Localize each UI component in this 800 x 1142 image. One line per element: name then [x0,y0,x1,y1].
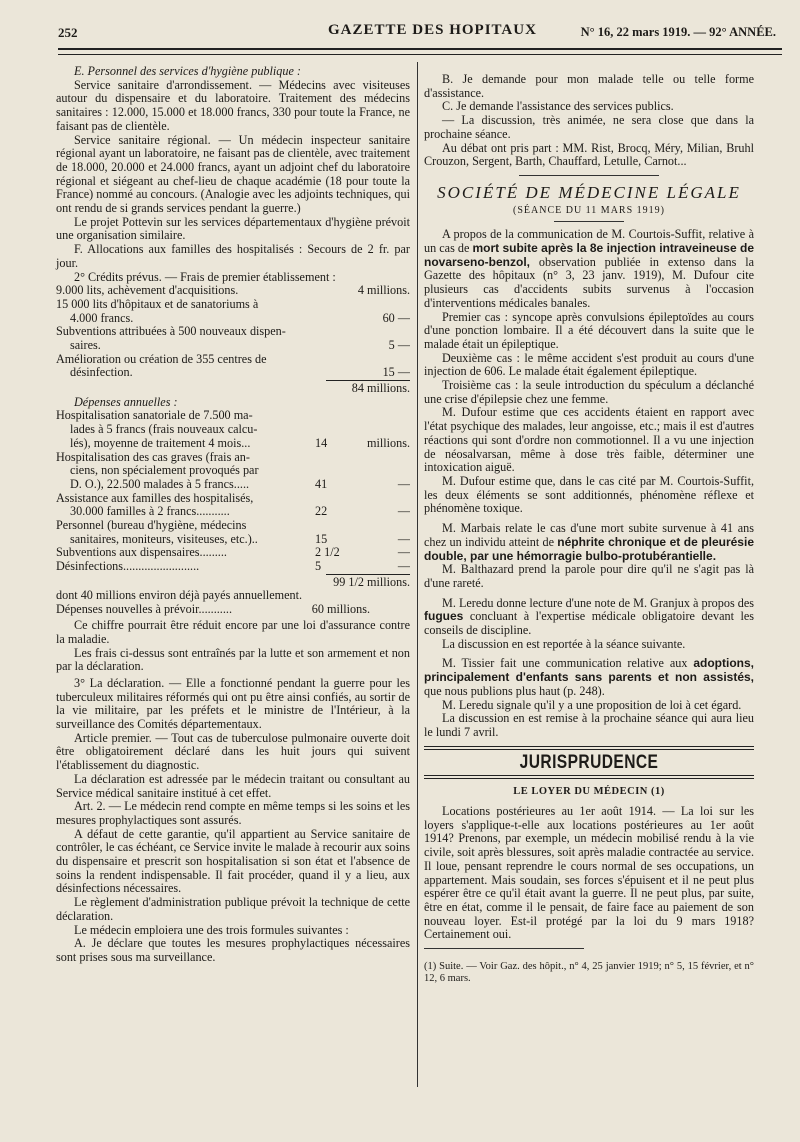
declaration-paragraph: 3° La déclaration. — Elle a fonctionné pendant la guerre pour les tuberculeux militaires réformés qui ont pu être ainsi confiés, au sortir de la vie militaire, par les préfets et le ministre de l'Intérieur, à la surveillance des Comités départementaux. [56,675,410,732]
article-2: Art. 2. — Le médecin rend compte en même temps si les soins et les mesures prophylactiques sont assurés. [56,799,410,827]
annual-total: 99 1/2 millions. [326,574,410,590]
page-header [58,24,776,44]
annual-table [56,409,410,589]
table-row: 9.000 lits, achèvement d'acquisitions. 4 millions. [56,284,410,298]
participants: Au débat ont pris part : MM. Rist, Brocq, Méry, Milian, Bruhl Crouzon, Sergent, Barth, Chauffard, Letulle, Carnot... [424,140,754,169]
table-row: Assistance aux familles des hospitalisés, [56,491,254,505]
paragraph: Le médecin emploiera une des trois formules suivantes : [74,922,349,937]
annual-note: dont 40 millions environ déjà payés annuellement. [56,588,303,603]
table-row: Subventions aux dispensaires......... 2 1/2 — [56,546,410,560]
credits-total: 84 millions. [326,380,410,396]
paragraph: Deuxième cas : le même accident s'est produit au cours d'une injection de 606. Le malade était également épileptique. [424,350,754,379]
paragraph: Service sanitaire d'arrondissement. — Médecins avec visiteuses autour du dispensaire et du laboratoire. Traitement des médecins sanitaires : 12.000, 15.000 et 18.000 francs, 330 pour toute la France, ne faisant pas de clientèle. [56,77,410,133]
header-rule-thin [58,54,782,55]
paragraph: La déclaration est adressée par le médecin traitant ou consultant au Service médical sanitaire institué à cet effet. [56,771,410,800]
paragraph: Premier cas : syncope après convulsions épileptoïdes au cours d'une ponction lombaire. Il a été découvert dans la suite que le malade était un épileptique. [424,309,754,351]
paragraph: Le projet Pottevin sur les services départementaux d'hygiène prévoit une organisation similaire. [56,214,410,243]
table-row: 4.000 francs. 60 — [70,311,410,325]
paragraph: M. Leredu signale qu'il y a une proposition de loi à cet égard. [442,697,742,712]
separator [519,175,659,176]
column-divider [417,62,418,1087]
table-row: Hospitalisation sanatoriale de 7.500 ma- [56,409,253,423]
highlight: mort subite après la 8e injection intraveineuse de novarseno-benzol, [424,241,754,269]
society-title: SOCIÉTÉ DE MÉDECINE LÉGALE [437,182,741,202]
paragraph: Les frais ci-dessus sont entraînés par la lutte et son armement et non par la déclaration. [56,645,410,674]
section-rule [424,775,754,779]
table-row: lades à 5 francs (frais nouveaux calcu- [70,423,258,437]
table-row: saires. 5 — [70,339,410,352]
annual-heading: Dépenses annuelles : [74,394,178,409]
table-row: ciens, non spécialement provoqués par [70,464,259,478]
credits-table [56,284,410,396]
formula-b: B. Je demande pour mon malade telle ou telle forme d'assistance. [424,72,754,100]
right-column [424,73,754,985]
table-row: Amélioration ou création de 355 centres de [56,352,267,366]
paragraph: — La discussion, très animée, ne sera close que dans la prochaine séance. [424,113,754,141]
paragraph: Locations postérieures au 1er août 1914. — La loi sur les loyers s'applique-t-elle aux locations postérieures au 1er août 1914? Prenons, par exemple, un médecin mobilisé rendu à la vie civile, soit après blessures, soit après maladie contractée au service. Il loue, pensant reprendre le cours normal de ses occupations, un appartement. Mais soudain, ses forces s'épuisent et il ne peut plus espérer être ce qu'il était avant la guerre. Il ne peut plus, par suite, être en état, comme il le pensait, de faire face au paiement de son nouveau loyer. Est-il protégé par la loi du 9 mars 1918? Certainement oui. [424,804,754,942]
formula-c: C. Je demande l'assistance des services publics. [442,99,674,114]
table-row: 30.000 familles à 2 francs........... 22 — [70,505,410,519]
table-row: lés), moyenne de traitement 4 mois... 14 millions. [70,436,410,450]
highlight: néphrite chronique et de pleurésie double, par une hémorragie bulbo-protubérantielle. [424,534,754,563]
table-row: désinfection. 15 — [70,366,410,380]
header-rule [58,48,782,50]
paragraph: Le règlement d'administration publique prévoit la technique de cette déclaration. [56,895,410,923]
left-column [56,65,410,965]
highlight: adoptions, principalement d'enfants sans parents et non assistés, [424,656,754,685]
paragraph: A propos de la communication de M. Courtois-Suffit, relative à un cas de mort subite après la 8e injection intraveineuse de novarseno-benzol, observation publiée in extenso dans la Gazette des hôpitaux (n° 3, 23 janv. 1919), M. Dufour cite plusieurs cas d'accidents subits survenus à l'occasion d'interventions médicales banales. [424,227,755,310]
paragraph: M. Leredu donne lecture d'une note de M. Granjux à propos des fugues concluant à l'expertise médicale obligatoire devant les conseils de discipline. [424,595,754,638]
paragraph: Service sanitaire régional. — Un médecin inspecteur sanitaire régional ayant un laboratoire, ne faisant pas de clientèle, avec traitement de 18.000, 20.000 et 24.000 francs, ayant un adjoint chef du laboratoire régional et siégeant au chef-lieu de chaque académie (18 pour toute la France) nommé au concours. (Analogie avec les adjoints techniques, qui ont rendu de si grands services pendant la guerre.) [56,132,410,216]
paragraph: M. Dufour estime que, dans le cas cité par M. Courtois-Suffit, les deux éléments se sont additionnés, phénomène réflexe et phénomène toxique. [424,473,754,516]
paragraph: M. Tissier fait une communication relative aux adoptions, principalement d'enfants sans parents et non assistés, que nous publions plus haut (p. 248). [424,656,754,698]
paragraph: F. Allocations aux familles des hospitalisés : Secours de 2 fr. par jour. [56,242,410,270]
credits-heading: 2° Crédits prévus. — Frais de premier établissement : [74,269,336,284]
footnote: (1) Suite. — Voir Gaz. des hôpit., n° 4, 25 janvier 1919; n° 5, 15 février, et n° 12, 6 mars. [424,961,754,985]
issue-date: N° 16, 22 mars 1919. — 92° ANNÉE. [580,25,776,39]
table-row: D. O.), 22.500 malades à 5 francs..... 41 — [70,477,410,491]
table-row: sanitaires, moniteurs, visiteuses, etc.).. 15 — [70,532,410,546]
jurisprudence-title: JURISPRUDENCE [519,751,659,773]
paragraph: M. Dufour estime que ces accidents étaient en rapport avec l'état psychique des malades, leur angoisse, etc.; mais il est d'autres réactions qui sont d'ordre non commotionnel. Il a vu une injection de néosalvarsan, même à dose très faible, déterminer une intoxication aiguë. [424,405,754,475]
society-session: (SÉANCE DU 11 MARS 1919) [513,204,665,216]
separator [554,221,624,222]
paragraph: M. Marbais relate le cas d'une mort subite survenue à 41 ans chez un individu atteint de néphrite chronique et de pleurésie double, par une hémorragie bulbo-protubérantielle. [424,521,754,563]
paragraph: Troisième cas : la seule introduction du spéculum a déclanché une crise d'épilepsie chez une femme. [424,378,754,406]
paragraph: Ce chiffre pourrait être réduit encore par une loi d'assurance contre la maladie. [56,618,410,646]
paragraph: A défaut de cette garantie, qu'il appartient au Service sanitaire de contrôler, le cas échéant, ce Service invite le malade à recourir aux soins du dispensaire et prescrit son hospitalisation si son état et l'absence de soins la rendent indispensable. Il fait procéder, quand il y a lieu, aux désinfections nécessaires. [56,826,410,896]
section-e-heading: E. Personnel des services d'hygiène publique : [74,64,301,78]
paragraph: La discussion en est remise à la prochaine séance qui aura lieu le lundi 7 avril. [424,711,754,739]
table-row: 15 000 lits d'hôpitaux et de sanatoriums à [56,297,259,311]
footnote-rule [424,948,584,949]
highlight: fugues [424,609,464,624]
table-row: Subventions attribuées à 500 nouveaux dispen- [56,325,286,339]
table-row: Désinfections......................... 5 — [56,560,410,574]
paragraph: M. Balthazard prend la parole pour dire qu'il ne s'agit pas là d'une rareté. [424,562,754,590]
article-1: Article premier. — Tout cas de tuberculose pulmonaire ouverte doit être obligatoirement déclaré dans les huit jours qui suivent l'établissement du diagnostic. [56,730,410,773]
table-row: Hospitalisation des cas graves (frais an- [56,450,250,464]
article-title: LE LOYER DU MÉDECIN (1) [513,786,665,798]
formula-a: A. Je déclare que toutes les mesures prophylactiques nécessaires sont prises sous ma surveillance. [56,936,410,964]
page-number: 252 [58,25,78,40]
paragraph: La discussion en est reportée à la séance suivante. [442,636,686,651]
section-rule [424,746,754,750]
table-row: Personnel (bureau d'hygiène, médecins [56,518,247,532]
journal-title: GAZETTE DES HOPITAUX [328,22,537,38]
new-expenses-row: Dépenses nouvelles à prévoir........... 60 millions. [56,603,370,617]
